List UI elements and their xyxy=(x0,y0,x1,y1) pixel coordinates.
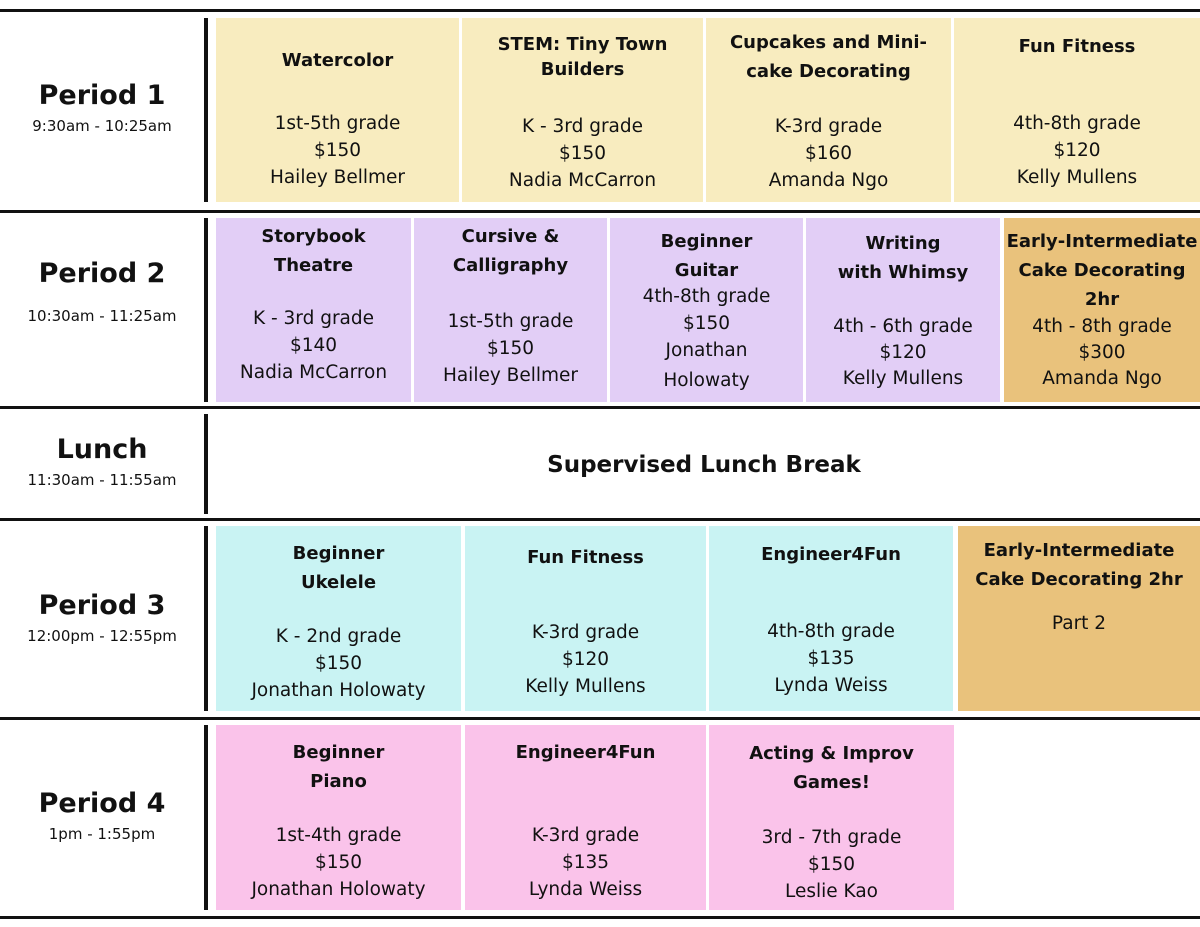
period-name: Period 4 xyxy=(38,788,166,819)
period-time: 12:00pm - 12:55pm xyxy=(27,627,177,645)
label-divider xyxy=(204,18,208,202)
period-name: Period 1 xyxy=(38,80,166,111)
class-details: Part 2 xyxy=(1051,613,1107,634)
class-title: Cursive & Calligraphy xyxy=(452,226,569,276)
period-label xyxy=(0,80,204,136)
row-divider xyxy=(0,717,1200,720)
class-title: Cupcakes and Mini- cake Decorating xyxy=(729,32,928,82)
class-title: Engineer4Fun xyxy=(761,544,901,565)
class-card-acting-improv xyxy=(709,725,954,910)
class-card-writing-whimsy xyxy=(806,218,1000,402)
row-divider xyxy=(0,9,1200,12)
class-card-fun-fitness xyxy=(465,526,706,711)
class-details: 1st-4th grade $150 Jonathan Holowaty xyxy=(251,825,426,900)
class-title: Early-Intermediate Cake Decorating 2hr xyxy=(1006,231,1198,310)
class-details: 3rd - 7th grade $150 Leslie Kao xyxy=(761,827,902,902)
class-card-beginner-ukelele xyxy=(216,526,461,711)
period-label xyxy=(0,590,204,646)
class-card-cake-decorating-part2 xyxy=(958,526,1200,711)
class-details: K-3rd grade $160 Amanda Ngo xyxy=(768,116,889,191)
period-label xyxy=(0,258,204,326)
period-time: 1pm - 1:55pm xyxy=(48,825,156,843)
label-divider xyxy=(204,526,208,711)
class-card-fun-fitness xyxy=(954,18,1200,202)
class-card-cursive-calligraphy xyxy=(414,218,607,402)
row-divider xyxy=(0,210,1200,213)
class-card-beginner-guitar xyxy=(610,218,803,402)
class-title: STEM: Tiny Town Builders xyxy=(497,34,668,80)
period-name: Period 3 xyxy=(38,590,166,621)
label-divider xyxy=(204,218,208,402)
class-details: K - 2nd grade $150 Jonathan Holowaty xyxy=(251,626,426,701)
class-title: Engineer4Fun xyxy=(515,742,656,763)
class-card-cake-decorating-2hr xyxy=(1004,218,1200,402)
row-divider xyxy=(0,518,1200,521)
class-title: Beginner Ukelele xyxy=(292,543,385,593)
period-label xyxy=(0,434,204,490)
class-details: K - 3rd grade $140 Nadia McCarron xyxy=(239,308,388,383)
class-card-engineer4fun xyxy=(709,526,953,711)
period-name: Lunch xyxy=(56,434,148,465)
class-details: 4th-8th grade $135 Lynda Weiss xyxy=(767,621,895,696)
row-divider xyxy=(0,406,1200,409)
class-title: Early-Intermediate Cake Decorating 2hr xyxy=(975,540,1183,590)
class-title: Storybook Theatre xyxy=(261,226,366,276)
class-title: Acting & Improv Games! xyxy=(749,743,914,793)
class-details: 4th-8th grade $120 Kelly Mullens xyxy=(1013,113,1141,188)
class-title: Fun Fitness xyxy=(527,547,644,568)
period-time: 11:30am - 11:55am xyxy=(27,471,177,489)
label-divider xyxy=(204,725,208,910)
class-card-watercolor xyxy=(216,18,459,202)
class-card-stem-tiny-town xyxy=(462,18,703,202)
class-details: 1st-5th grade $150 Hailey Bellmer xyxy=(269,113,406,188)
period-time: 10:30am - 11:25am xyxy=(27,307,177,325)
class-card-engineer4fun xyxy=(465,725,706,910)
class-title: Watercolor xyxy=(281,50,394,71)
class-details: K-3rd grade $135 Lynda Weiss xyxy=(528,825,643,900)
period-name: Period 2 xyxy=(38,258,166,289)
row-divider xyxy=(0,916,1200,919)
class-details: 4th-8th grade $150 Jonathan Holowaty xyxy=(642,286,771,391)
class-title: Writing with Whimsy xyxy=(837,233,969,283)
period-time: 9:30am - 10:25am xyxy=(32,117,172,135)
class-card-cupcakes xyxy=(706,18,951,202)
class-details: 1st-5th grade $150 Hailey Bellmer xyxy=(442,311,579,386)
period-label xyxy=(0,788,204,844)
class-details: K - 3rd grade $150 Nadia McCarron xyxy=(508,116,657,191)
class-title: Beginner Guitar xyxy=(660,231,753,281)
class-title: Beginner Piano xyxy=(292,742,385,792)
class-details: 4th - 8th grade $300 Amanda Ngo xyxy=(1032,316,1172,389)
class-details: 4th - 6th grade $120 Kelly Mullens xyxy=(833,316,973,389)
class-card-storybook-theatre xyxy=(216,218,411,402)
class-details: K-3rd grade $120 Kelly Mullens xyxy=(525,622,646,697)
class-title: Fun Fitness xyxy=(1018,36,1136,57)
class-card-beginner-piano xyxy=(216,725,461,910)
lunch-break-text: Supervised Lunch Break xyxy=(547,452,861,478)
